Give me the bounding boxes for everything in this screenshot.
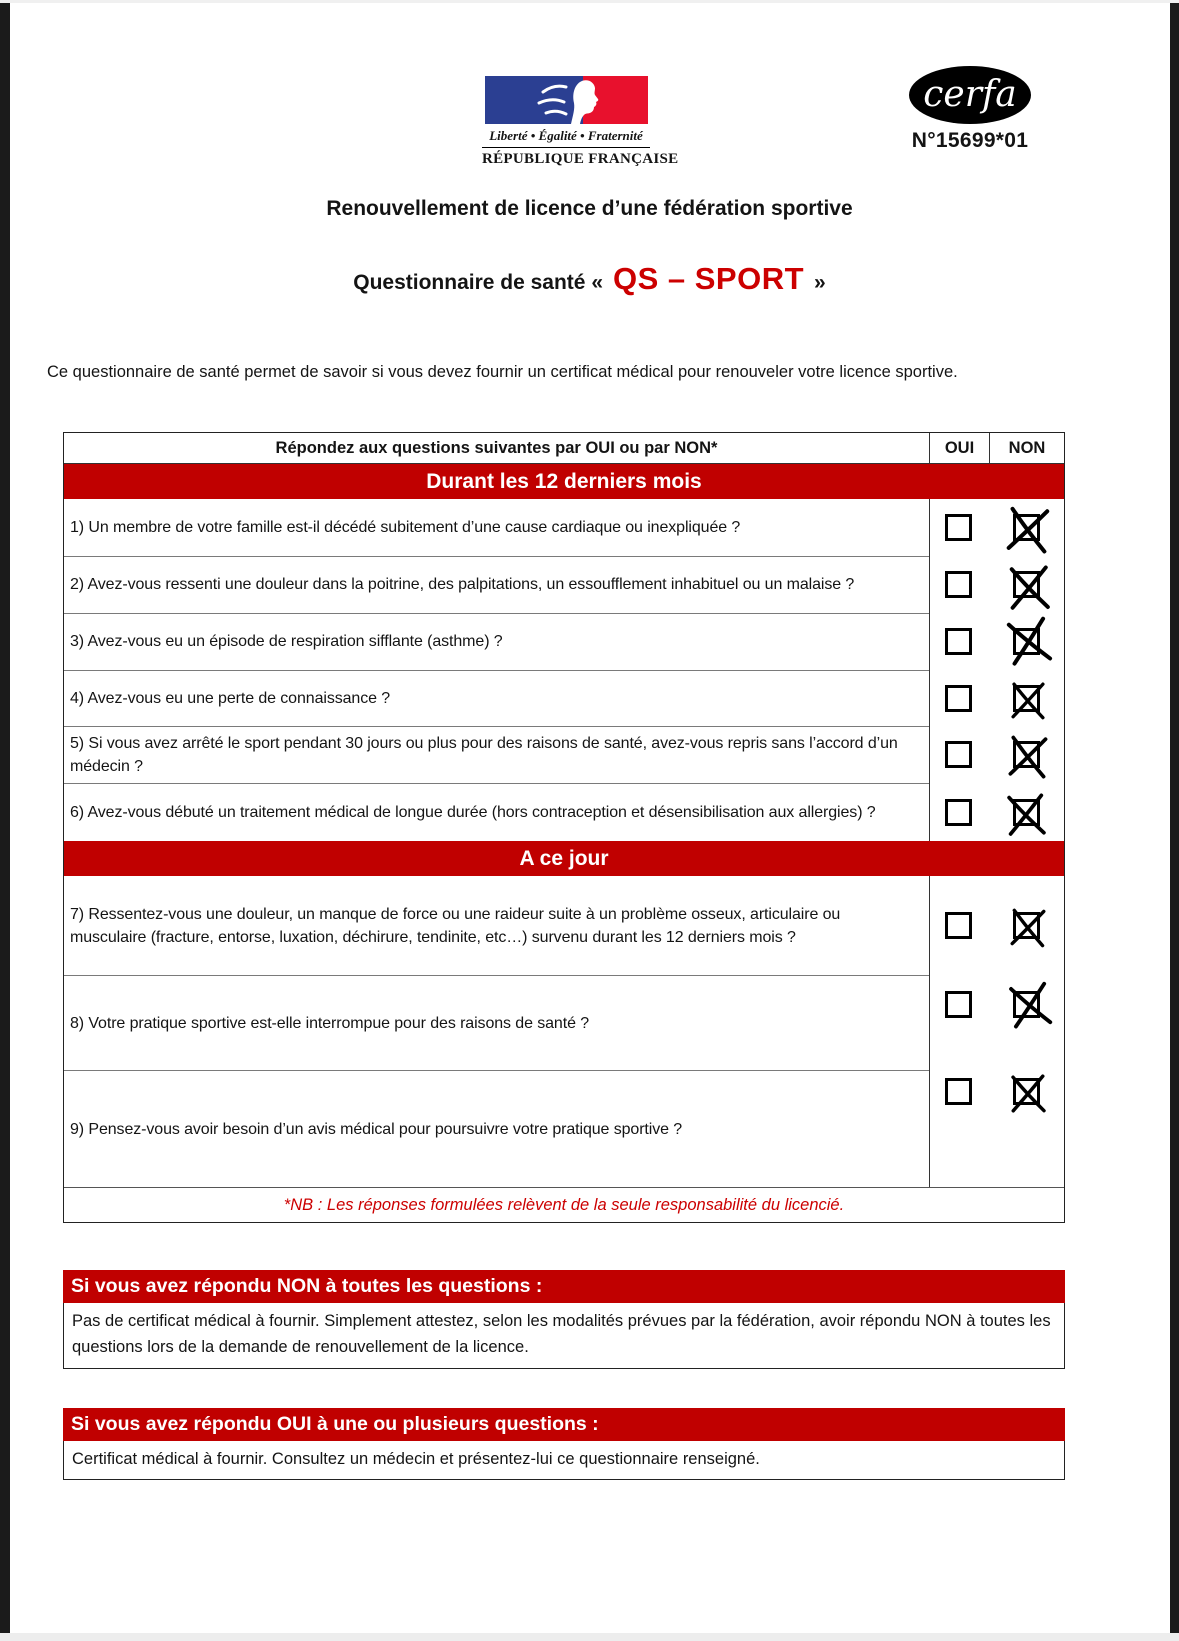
answer-cell xyxy=(929,499,1064,556)
x-mark-icon xyxy=(1004,562,1055,613)
cerfa-block xyxy=(900,66,1040,153)
question-text: 8) Votre pratique sportive est-elle interrompue pour des raisons de santé ? xyxy=(64,975,929,1070)
subtitle-highlight: QS – SPORT xyxy=(613,261,805,296)
question-column-header: Répondez aux questions suivantes par OUI ou par NON* xyxy=(275,438,718,457)
section-band: Durant les 12 derniers mois xyxy=(64,464,1064,499)
oui-checkbox[interactable] xyxy=(945,685,972,712)
x-mark-icon xyxy=(1002,503,1055,556)
question-row xyxy=(64,1070,1064,1187)
x-mark-icon xyxy=(1003,978,1057,1032)
question-row xyxy=(64,975,1064,1070)
x-mark-icon xyxy=(1000,612,1057,669)
viewer-right-edge xyxy=(1170,3,1179,1633)
cerfa-logo-icon xyxy=(909,66,1031,124)
table-footnote: *NB : Les réponses formulées relèvent de la seule responsabilité du licencié. xyxy=(64,1187,1064,1222)
non-checkbox[interactable] xyxy=(1013,1078,1040,1105)
oui-checkbox[interactable] xyxy=(945,571,972,598)
oui-checkbox[interactable] xyxy=(945,799,972,826)
answered-yes-header: Si vous avez répondu OUI à une ou plusieurs questions : xyxy=(63,1408,1065,1441)
oui-checkbox[interactable] xyxy=(945,912,972,939)
non-checkbox[interactable] xyxy=(1013,628,1040,655)
non-checkbox[interactable] xyxy=(1013,741,1040,768)
non-checkbox[interactable] xyxy=(1013,799,1040,826)
answered-yes-body: Certificat médical à fournir. Consultez un médecin et présentez-lui ce questionnaire renseigné. xyxy=(63,1441,1065,1480)
x-mark-icon xyxy=(1004,732,1052,780)
non-checkbox[interactable] xyxy=(1013,991,1040,1018)
question-text: 2) Avez-vous ressenti une douleur dans la poitrine, des palpitations, un essoufflement inhabituel ou un malaise ? xyxy=(64,556,929,613)
x-mark-icon xyxy=(1008,679,1049,720)
republique-francaise-label: RÉPUBLIQUE FRANÇAISE xyxy=(482,151,679,167)
x-mark-icon xyxy=(1006,906,1049,949)
question-text: 1) Un membre de votre famille est-il décédé subitement d’une cause cardiaque ou inexpliquée ? xyxy=(70,518,741,536)
intro-text: Ce questionnaire de santé permet de savoir si vous devez fournir un certificat médical pour renouveler votre licence sportive. xyxy=(47,363,958,381)
non-checkbox[interactable] xyxy=(1013,514,1040,541)
question-text: 7) Ressentez-vous une douleur, un manque de force ou une raideur suite à un problème osseux, articulaire ou musculaire (fracture, entorse, luxation, déchirure, tendinite, etc…) survenu durant les 12 derniers mois ? xyxy=(70,905,841,946)
question-text: 4) Avez-vous eu une perte de connaissance ? xyxy=(64,670,929,726)
question-text: 6) Avez-vous débuté un traitement médical de longue durée (hors contraception et désensibilisation aux allergies) ? xyxy=(64,783,929,841)
x-mark-icon xyxy=(1002,790,1051,839)
question-row xyxy=(64,499,1064,556)
answered-no-body: Pas de certificat médical à fournir. Simplement attestez, selon les modalités prévues par la fédération, avoir répondu NON à toutes les questions lors de la demande de renouvellement de la licence. xyxy=(63,1303,1065,1369)
answer-cell xyxy=(929,975,1064,1070)
question-text: 9) Pensez-vous avoir besoin d’un avis médical pour poursuivre votre pratique sportive ? xyxy=(64,1070,929,1187)
question-row xyxy=(64,613,1064,670)
answer-cell xyxy=(929,670,1064,726)
marianne-logo xyxy=(482,76,679,168)
non-checkbox[interactable] xyxy=(1013,571,1040,598)
cerfa-number: N°15699*01 xyxy=(911,129,1029,152)
question-row xyxy=(64,876,1064,975)
x-mark-icon xyxy=(1006,1072,1050,1116)
table-header-row xyxy=(64,433,1064,464)
answer-cell xyxy=(929,783,1064,841)
cerfa-logo-label: cerfa xyxy=(923,74,1017,115)
non-checkbox[interactable] xyxy=(1013,912,1040,939)
table-body xyxy=(64,464,1064,1187)
non-column-header: NON xyxy=(989,433,1064,463)
oui-checkbox[interactable] xyxy=(945,741,972,768)
question-row xyxy=(64,556,1064,613)
french-flag-icon xyxy=(485,76,648,124)
answer-cell xyxy=(929,876,1064,975)
oui-checkbox[interactable] xyxy=(945,628,972,655)
oui-checkbox[interactable] xyxy=(945,991,972,1018)
answer-cell xyxy=(929,1070,1064,1187)
oui-column-header: OUI xyxy=(929,433,989,463)
page-title: Renouvellement de licence d’une fédération sportive xyxy=(326,197,853,220)
oui-checkbox[interactable] xyxy=(945,514,972,541)
answered-no-header: Si vous avez répondu NON à toutes les questions : xyxy=(63,1270,1065,1303)
viewer-top-edge xyxy=(0,0,1179,3)
section-band: A ce jour xyxy=(64,841,1064,876)
non-checkbox[interactable] xyxy=(1013,685,1040,712)
question-row xyxy=(64,783,1064,841)
answered-yes-section xyxy=(63,1408,1065,1480)
motto-label: Liberté • Égalité • Fraternité xyxy=(482,128,650,148)
answer-cell xyxy=(929,613,1064,670)
page-subtitle xyxy=(0,261,1179,297)
answer-cell xyxy=(929,726,1064,783)
question-row xyxy=(64,670,1064,726)
question-text: 3) Avez-vous eu un épisode de respiration sifflante (asthme) ? xyxy=(64,613,929,670)
answer-cell xyxy=(929,556,1064,613)
viewer-bottom-edge xyxy=(0,1633,1179,1641)
subtitle-suffix: » xyxy=(814,271,826,294)
oui-checkbox[interactable] xyxy=(945,1078,972,1105)
viewer-left-edge xyxy=(0,3,10,1633)
subtitle-prefix: Questionnaire de santé « xyxy=(353,271,603,294)
question-row xyxy=(64,726,1064,783)
answered-no-section xyxy=(63,1270,1065,1369)
questionnaire-table xyxy=(63,432,1065,1223)
question-text: 5) Si vous avez arrêté le sport pendant 30 jours ou plus pour des raisons de santé, avez-vous repris sans l’accord d’un médecin ? xyxy=(64,726,929,783)
